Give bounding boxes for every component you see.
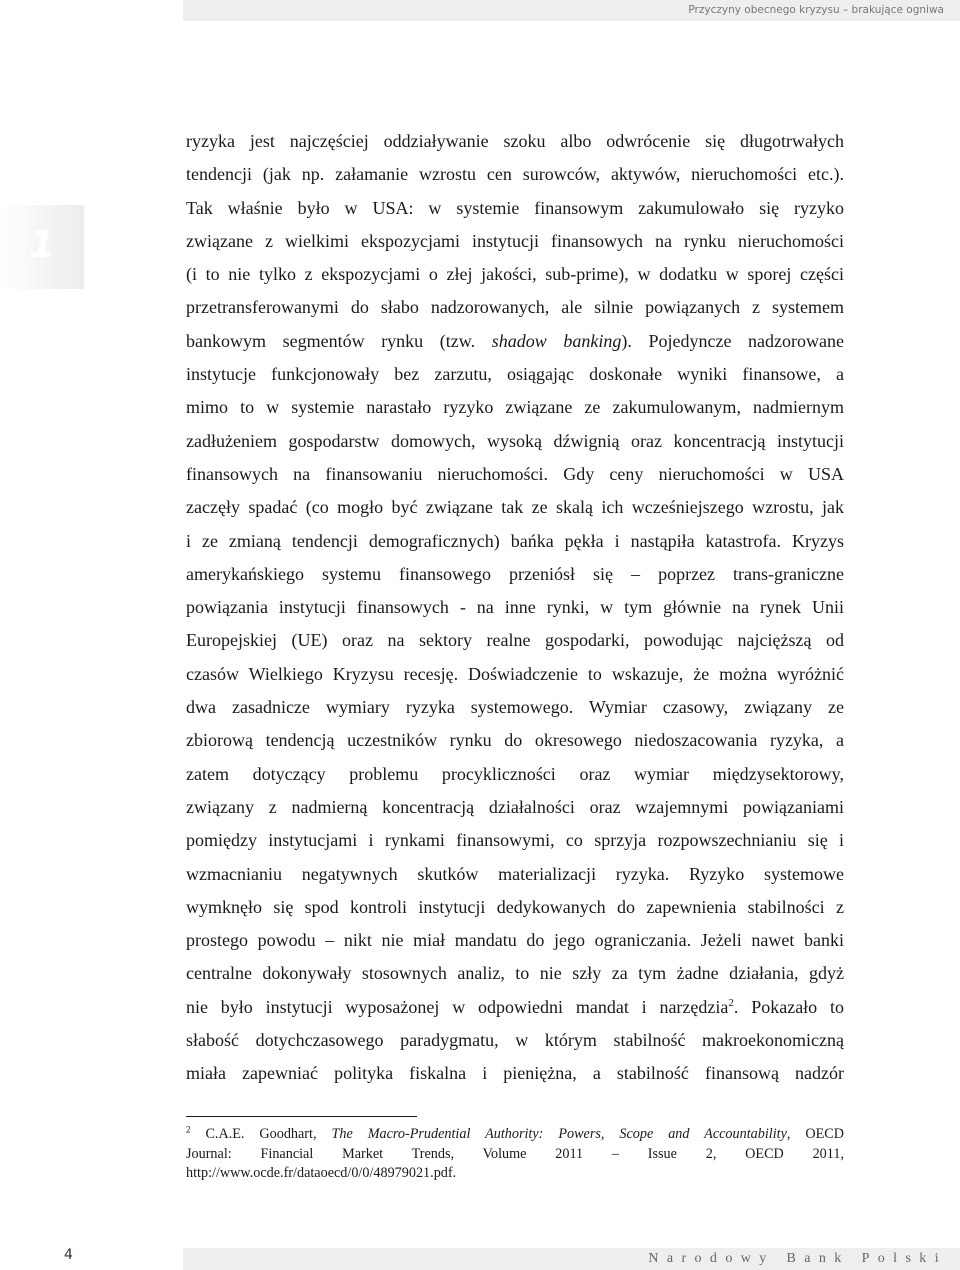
text-line: słabość dotychczasowego paradygmatu, w którym stabilność makroekonomiczną [186, 1030, 844, 1051]
text-segment: bankowym segmentów rynku (tzw. [186, 330, 492, 351]
text-line: prostego powodu – nikt nie miał mandatu do jego ograniczania. Jeżeli nawet banki [186, 930, 844, 951]
text-line: zbiorową tendencją uczestników rynku do okresowego niedoszacowania ryzyka, a [186, 730, 844, 751]
text-segment: nie było instytucji wyposażonej w odpowiedni mandat i narzędzia [186, 996, 729, 1017]
footnote-number: 2 [186, 1124, 191, 1135]
text-line [186, 325, 844, 358]
text-line: powiązania instytucji finansowych - na inne rynki, w tym głównie na rynek Unii [186, 597, 844, 618]
text-line: wzmacnianiu negatywnych skutków materializacji ryzyka. Ryzyko systemowe [186, 863, 844, 884]
header-bar [183, 0, 960, 21]
chapter-tab [0, 205, 84, 289]
text-line: centralne dokonywały stosownych analiz, to nie szły za tym żadne działania, gdyż [186, 963, 844, 984]
text-line: zatem dotyczący problemu procykliczności oraz wymiar międzysektorowy, [186, 763, 844, 784]
footnote-reference[interactable]: 2 [728, 996, 734, 1009]
shadow-banking-term: shadow banking [491, 330, 622, 351]
text-line: czasów Wielkiego Kryzysu recesję. Doświadczenie to wskazuje, że można wyróżnić [186, 663, 844, 684]
footnote-separator [186, 1116, 417, 1117]
page-number: 4 [64, 1247, 73, 1263]
footnote-line [186, 1125, 844, 1145]
text-line: finansowych na finansowaniu nieruchomości. Gdy ceny nieruchomości w USA [186, 463, 844, 484]
text-line: wymknęło się spod kontroli instytucji dedykowanych do zapewnienia stabilności z [186, 896, 844, 917]
text-line: miała zapewniać polityka fiskalna i pieniężna, a stabilność finansową nadzór [186, 1063, 844, 1084]
text-line: amerykańskiego systemu finansowego przeniósł się – poprzez trans-graniczne [186, 563, 844, 584]
text-line: zaczęły spadać (co mogło być związane tak ze skalą ich wcześniejszego wzrostu, jak [186, 497, 844, 518]
footnote-author: C.A.E. Goodhart, [190, 1126, 332, 1142]
footnote-title: The Macro-Prudential Authority: Powers, Scope and Accountability [331, 1126, 787, 1142]
text-line: związany z nadmierną koncentracją działalności oraz wzajemnymi powiązaniami [186, 796, 844, 817]
text-line: zadłużeniem gospodarstw domowych, wysoką dźwignią oraz koncentracją instytucji [186, 430, 844, 451]
text-segment: ). Pojedyncze nadzorowane [621, 330, 844, 351]
footnote-url[interactable]: http://www.ocde.fr/dataoecd/0/0/48979021.pdf. [186, 1165, 457, 1181]
body-paragraph [186, 125, 844, 1091]
text-line: i ze zmianą tendencji demograficznych) bańka pękła i nastąpiła katastrofa. Kryzys [186, 530, 844, 551]
footer-brand: Narodowy Bank Polski [648, 1251, 947, 1266]
text-line: tendencji (jak np. załamanie wzrostu cen surowców, aktywów, nieruchomości etc.). [186, 164, 844, 185]
running-title: Przyczyny obecnego kryzysu – brakujące ogniwa [688, 4, 944, 16]
text-line: przetransferowanymi do słabo nadzorowanych, ale silnie powiązanych z systemem [186, 297, 844, 318]
text-line: instytucje funkcjonowały bez zarzutu, osiągając doskonałe wyniki finansowe, a [186, 364, 844, 385]
footer-bar [183, 1248, 960, 1270]
text-line: Europejskiej (UE) oraz na sektory realne gospodarki, powodując najcięższą od [186, 630, 844, 651]
footnote-text: , OECD [786, 1126, 844, 1142]
text-segment: . Pokazało to [733, 996, 844, 1017]
text-line: dwa zasadnicze wymiary ryzyka systemowego. Wymiar czasowy, związany ze [186, 697, 844, 718]
footnote [186, 1125, 844, 1184]
text-line: ryzyka jest najczęściej oddziaływanie szoku albo odwrócenie się długotrwałych [186, 131, 844, 151]
text-line: pomiędzy instytucjami i rynkami finansowymi, co sprzyja rozpowszechnianiu się i [186, 830, 844, 851]
text-line: mimo to w systemie narastało ryzyko związane ze zakumulowanym, nadmiernym [186, 397, 844, 418]
text-line [186, 991, 844, 1024]
chapter-number: 1 [29, 223, 55, 266]
text-line: (i to nie tylko z ekspozycjami o złej jakości, sub-prime), w dodatku w sporej części [186, 264, 844, 285]
footnote-line: Journal: Financial Market Trends, Volume 2011 – Issue 2, OECD 2011, [186, 1145, 844, 1162]
text-line: związane z wielkimi ekspozycjami instytucji finansowych na rynku nieruchomości [186, 230, 844, 251]
text-line: Tak właśnie było w USA: w systemie finansowym zakumulowało się ryzyko [186, 197, 844, 218]
